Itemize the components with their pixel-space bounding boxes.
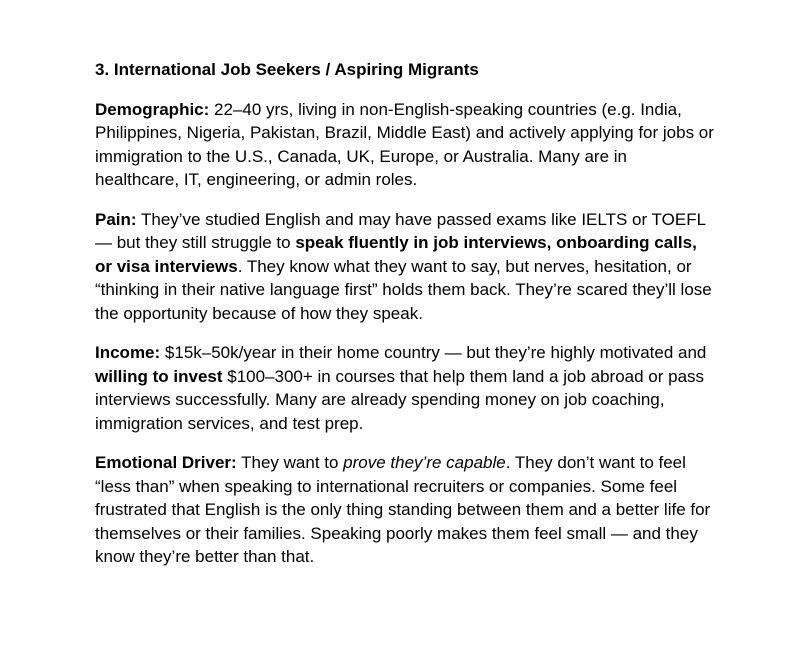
document-body: [95, 58, 715, 585]
pain-bold-emphasis: speak fluently in job interviews, onboarding calls, or visa interviews: [95, 233, 697, 276]
demographic-text: 22–40 yrs, living in non-English-speaking countries (e.g. India, Philippines, Nigeria, Pakistan, Brazil, Middle East) and actively applying for jobs or immigration to the U.S., Canada, UK, Europe, or Australia. Many are in healthcare, IT, engineering, or admin roles.: [95, 99, 714, 189]
income-text-2: $100–300+ in courses that help them land a job abroad or pass interviews successfully. Many are already spending money on job coaching, immigration services, and test prep.: [95, 366, 705, 433]
emotional-italic-emphasis: prove they’re capable: [343, 453, 506, 472]
pain-text-2: . They know what they want to say, but nerves, hesitation, or “thinking in their native language first” holds them back. They’re scared they’ll lose the opportunity because of how they speak.: [95, 256, 712, 323]
pain-label: Pain:: [95, 209, 137, 229]
pain-text-1: They’ve studied English and may have passed exams like IELTS or TOEFL — but they still struggle to: [95, 209, 706, 252]
income-paragraph: [95, 341, 715, 435]
demographic-paragraph: [95, 98, 715, 192]
emotional-driver-label: Emotional Driver:: [95, 453, 237, 472]
emotional-driver-paragraph: [95, 451, 715, 569]
emotional-text-1: They want to: [236, 453, 344, 472]
pain-paragraph: [95, 208, 715, 326]
income-label: Income:: [95, 343, 161, 362]
income-text-1: $15k–50k/year in their home country — but they’re highly motivated and: [160, 343, 707, 362]
section-heading: 3. International Job Seekers / Aspiring Migrants: [95, 60, 479, 79]
emotional-text-2: . They don’t want to feel “less than” when speaking to international recruiters or companies. Some feel frustrated that English is the only thing standing between them and a better life for themselves or their families. Speaking poorly makes them feel small — and they know they’re better than that.: [95, 453, 711, 566]
income-bold-emphasis: willing to invest: [95, 366, 223, 386]
demographic-label: Demographic:: [95, 99, 210, 119]
